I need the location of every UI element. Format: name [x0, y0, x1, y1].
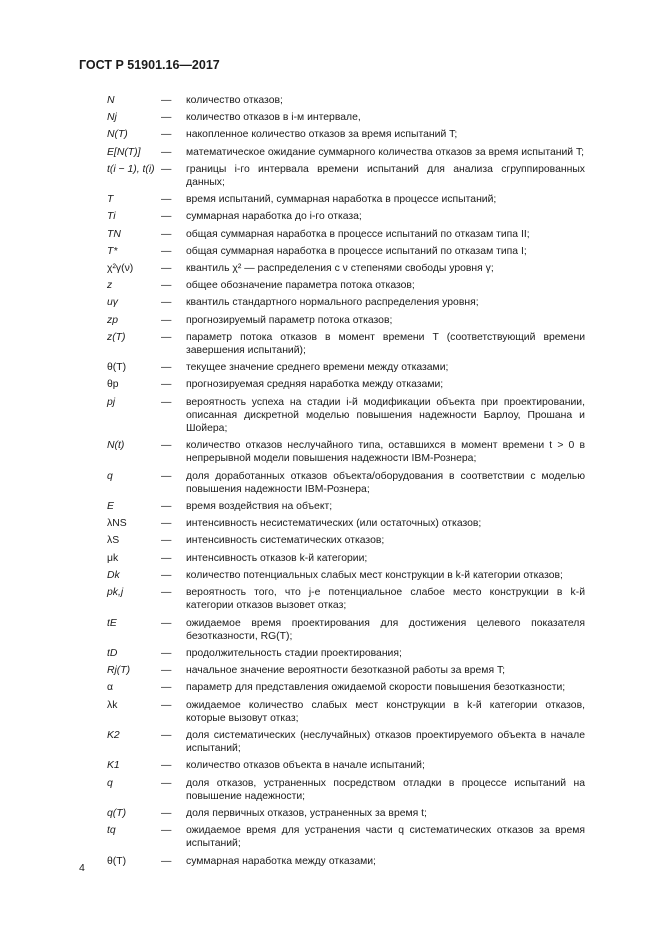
definition-symbol: E[N(T)]: [107, 146, 141, 158]
definition-dash: —: [161, 194, 172, 206]
definition-row: [0, 163, 661, 193]
definition-row: [0, 94, 661, 111]
definition-row: [0, 193, 661, 210]
definition-row: [0, 314, 661, 331]
definition-symbol: N(T): [107, 129, 128, 141]
definition-dash: —: [161, 362, 172, 374]
definition-symbol: zp: [107, 314, 118, 326]
definition-text: количество потенциальных слабых мест конструкции в k-й категории отказов;: [186, 569, 563, 581]
definition-text: интенсивность несистематических (или остаточных) отказов;: [186, 518, 482, 530]
definition-dash: —: [161, 760, 172, 772]
definition-row: [0, 500, 661, 517]
definition-dash: —: [161, 297, 172, 309]
definition-row: [0, 245, 661, 262]
definition-symbol: λS: [107, 535, 120, 547]
definition-symbol: E: [107, 501, 114, 513]
definition-symbol: Nj: [107, 112, 117, 124]
definition-dash: —: [161, 682, 172, 694]
definition-symbol: q: [107, 777, 113, 789]
definition-row: [0, 396, 661, 440]
definition-text: количество отказов;: [186, 95, 283, 106]
definition-text: суммарная наработка между отказами;: [186, 855, 376, 867]
definition-dash: —: [161, 146, 172, 158]
definition-text: интенсивность систематических отказов;: [186, 535, 385, 547]
definition-text: доля первичных отказов, устраненных за время t;: [186, 807, 427, 819]
definition-dash: —: [161, 825, 172, 837]
definition-dash: —: [161, 587, 172, 599]
definition-dash: —: [161, 501, 172, 513]
definition-row: [0, 855, 661, 872]
definition-text: ожидаемое время для устранения части q систематических отказов за время испытаний;: [186, 825, 585, 850]
definition-text: накопленное количество отказов за время испытаний T;: [186, 129, 458, 141]
definition-text: ожидаемое время проектирования для достижения целевого показателя безотказности, RG(T);: [186, 617, 585, 642]
definition-row: [0, 439, 661, 469]
definition-row: [0, 759, 661, 776]
definition-row: [0, 647, 661, 664]
definition-row: [0, 331, 661, 361]
definition-symbol: Dk: [107, 569, 120, 581]
definition-symbol: θ(T): [107, 855, 127, 867]
definition-dash: —: [161, 617, 172, 629]
definition-row: [0, 228, 661, 245]
definition-symbol: N: [107, 95, 115, 106]
definition-row: [0, 470, 661, 500]
definition-symbol: T*: [107, 245, 118, 257]
definition-dash: —: [161, 855, 172, 867]
definition-dash: —: [161, 440, 172, 452]
definition-dash: —: [161, 569, 172, 581]
definition-row: [0, 111, 661, 128]
definition-row: [0, 517, 661, 534]
definitions-list: [0, 94, 661, 872]
definition-row: [0, 361, 661, 378]
definition-text: доля систематических (неслучайных) отказов проектируемого объекта в начале испытаний;: [186, 729, 585, 755]
definition-dash: —: [161, 379, 172, 391]
definition-text: время испытаний, суммарная наработка в процессе испытаний;: [186, 194, 497, 206]
definition-row: [0, 664, 661, 681]
definition-text: общая суммарная наработка в процессе испытаний по отказам типа II;: [186, 228, 530, 240]
definition-text: ожидаемое количество слабых мест конструкции в k-й категории отказов, которые вызовут отказ;: [186, 699, 585, 724]
definition-symbol: α: [107, 682, 114, 694]
definition-row: [0, 296, 661, 313]
definition-symbol: K1: [107, 760, 120, 772]
definition-text: продолжительность стадии проектирования;: [186, 647, 402, 659]
definition-text: прогнозируемая средняя наработка между отказами;: [186, 379, 444, 391]
definition-row: [0, 128, 661, 145]
definition-row: [0, 534, 661, 551]
definition-dash: —: [161, 129, 172, 141]
document-header: ГОСТ Р 51901.16—2017: [79, 58, 220, 72]
definition-dash: —: [161, 228, 172, 240]
definition-symbol: N(t): [107, 440, 125, 452]
definition-dash: —: [161, 95, 172, 106]
definition-dash: —: [161, 211, 172, 223]
definition-symbol: μk: [107, 552, 119, 564]
definition-dash: —: [161, 280, 172, 292]
definition-symbol: Rj(T): [107, 665, 131, 677]
definition-text: математическое ожидание суммарного количества отказов за время испытаний T;: [186, 146, 585, 158]
definition-symbol: q: [107, 470, 113, 482]
definition-dash: —: [161, 331, 172, 343]
page-number: 4: [79, 862, 85, 874]
definition-symbol: θp: [107, 379, 119, 391]
definition-text: время воздействия на объект;: [186, 501, 333, 513]
definition-text: суммарная наработка до i-го отказа;: [186, 211, 362, 223]
definition-text: квантиль χ² — распределения с ν степенями свободы уровня γ;: [186, 263, 494, 275]
definition-text: интенсивность отказов k-й категории;: [186, 552, 368, 564]
definition-symbol: K2: [107, 729, 120, 741]
definition-dash: —: [161, 665, 172, 677]
definition-dash: —: [161, 396, 172, 408]
definition-row: [0, 210, 661, 227]
definition-row: [0, 699, 661, 729]
definition-text: прогнозируемый параметр потока отказов;: [186, 314, 393, 326]
definition-dash: —: [161, 535, 172, 547]
definition-dash: —: [161, 314, 172, 326]
definition-text: доля отказов, устраненных посредством отладки в процессе испытаний на повышение надежности;: [186, 777, 585, 802]
definition-dash: —: [161, 163, 172, 175]
definition-text: количество отказов объекта в начале испытаний;: [186, 760, 425, 772]
definition-symbol: tq: [107, 825, 116, 837]
definition-row: [0, 552, 661, 569]
definition-symbol: T: [107, 194, 114, 206]
definition-text: параметр для представления ожидаемой скорости повышения безотказности;: [186, 682, 566, 694]
definition-text: начальное значение вероятности безотказной работы за время T;: [186, 665, 506, 677]
definition-symbol: z: [107, 280, 113, 292]
definition-symbol: θ(T): [107, 362, 127, 374]
definition-text: вероятность того, что j-е потенциальное слабое место конструкции в k-й категории отказов вызовет отказ;: [186, 587, 585, 612]
definition-dash: —: [161, 470, 172, 482]
definition-dash: —: [161, 699, 172, 711]
definition-text: параметр потока отказов в момент времени T (соответствующий времени завершения испытаний);: [186, 331, 585, 357]
definition-row: [0, 729, 661, 759]
definition-text: общее обозначение параметра потока отказов;: [186, 280, 415, 292]
definition-dash: —: [161, 245, 172, 257]
definition-dash: —: [161, 112, 172, 124]
definition-row: [0, 262, 661, 279]
definition-symbol: z(T): [107, 331, 126, 343]
definition-text: общая суммарная наработка в процессе испытаний по отказам типа I;: [186, 245, 527, 257]
definition-text: текущее значение среднего времени между отказами;: [186, 362, 449, 374]
definition-symbol: q(T): [107, 807, 127, 819]
definition-symbol: χ²γ(ν): [107, 263, 134, 275]
definition-dash: —: [161, 647, 172, 659]
definition-text: количество отказов в i-м интервале,: [186, 112, 361, 124]
definition-symbol: λk: [107, 699, 118, 711]
definition-row: [0, 279, 661, 296]
definition-symbol: pj: [107, 396, 116, 408]
definition-row: [0, 824, 661, 854]
definition-row: [0, 777, 661, 807]
definition-symbol: λNS: [107, 518, 127, 530]
definition-row: [0, 586, 661, 616]
definition-row: [0, 378, 661, 395]
definition-dash: —: [161, 263, 172, 275]
definition-text: количество отказов неслучайного типа, оставшихся в момент времени t > 0 в непрерывной модели повышения надежности IBM-Рознера;: [186, 440, 585, 465]
definition-text: вероятность успеха на стадии i-й модификации объекта при проектировании, описанная дискретной моделью повышения надежности Барлоу, Прошана и Шойера;: [186, 396, 585, 435]
definition-symbol: Ti: [107, 211, 116, 223]
definition-symbol: pk,j: [107, 587, 124, 599]
definition-symbol: TN: [107, 228, 121, 240]
definition-row: [0, 807, 661, 824]
definition-text: квантиль стандартного нормального распределения уровня;: [186, 297, 479, 309]
definition-row: [0, 681, 661, 698]
definition-symbol: t(i − 1), t(i): [107, 163, 155, 175]
definition-dash: —: [161, 552, 172, 564]
definition-dash: —: [161, 807, 172, 819]
definition-dash: —: [161, 729, 172, 741]
definition-text: доля доработанных отказов объекта/оборудования в соответствии с моделью повышения надежности IBM-Рознера;: [186, 470, 585, 495]
definition-symbol: uγ: [107, 297, 118, 309]
definition-symbol: tD: [107, 647, 118, 659]
definition-symbol: tE: [107, 617, 117, 629]
definition-row: [0, 617, 661, 647]
definition-text: границы i-го интервала времени испытаний для анализа сгруппированных данных;: [186, 163, 585, 189]
definition-dash: —: [161, 777, 172, 789]
definition-row: [0, 146, 661, 163]
definition-row: [0, 569, 661, 586]
definition-dash: —: [161, 518, 172, 530]
